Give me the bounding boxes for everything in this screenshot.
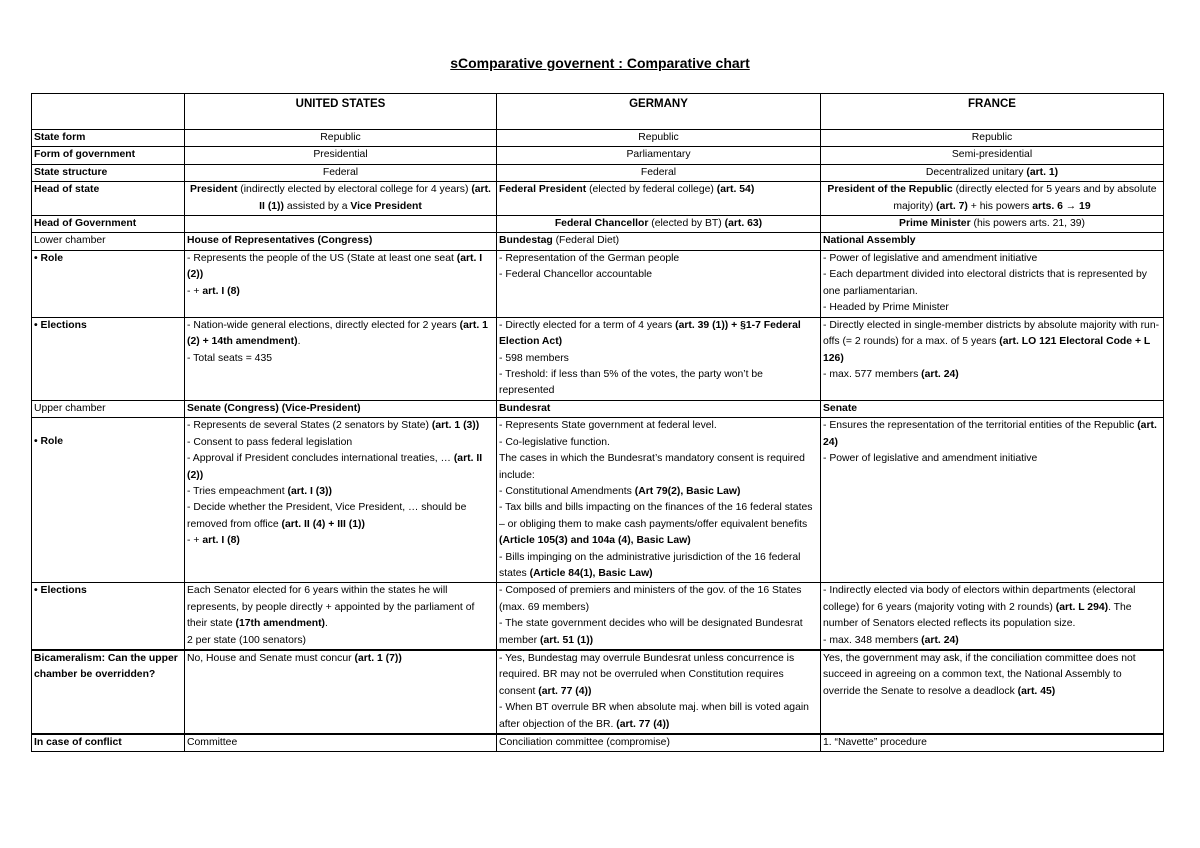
cell-us: President (indirectly elected by electoral college for 4 years) (art. II (1)) assisted by a Vice President bbox=[185, 182, 497, 216]
row-label: • Role bbox=[32, 418, 185, 583]
cell-fr: Senate bbox=[821, 400, 1164, 417]
row-head-of-government bbox=[32, 216, 1164, 233]
cell-us: No, House and Senate must concur (art. 1 (7)) bbox=[185, 650, 497, 734]
cell-fr: President of the Republic (directly elected for 5 years and by absolute majority) (art. 7) + his powers arts. 6 → 19 bbox=[821, 182, 1164, 216]
row-label: • Elections bbox=[32, 583, 185, 650]
row-label: Upper chamber bbox=[32, 400, 185, 417]
cell-de: Republic bbox=[497, 130, 821, 147]
cell-fr: Prime Minister (his powers arts. 21, 39) bbox=[821, 216, 1164, 233]
cell-de: - Yes, Bundestag may overrule Bundesrat unless concurrence is required. BR may not be overruled when Constitution requires consent (art. 77 (4)) - When BT overrule BR when absolute maj. when bill is voted again after objection of the BR. (art. 77 (4)) bbox=[497, 650, 821, 734]
cell-fr: Semi-presidential bbox=[821, 147, 1164, 164]
cell-fr: 1. “Navette” procedure bbox=[821, 734, 1164, 752]
header-row bbox=[32, 94, 1164, 130]
cell-fr: National Assembly bbox=[821, 233, 1164, 250]
cell-us: - Represents the people of the US (State at least one seat (art. I (2)) - + art. I (8) bbox=[185, 250, 497, 317]
cell-de: Federal Chancellor (elected by BT) (art. 63) bbox=[497, 216, 821, 233]
cell-us: - Nation-wide general elections, directly elected for 2 years (art. 1 (2) + 14th amendment). - Total seats = 435 bbox=[185, 317, 497, 400]
cell-de: Bundestag (Federal Diet) bbox=[497, 233, 821, 250]
row-label: • Elections bbox=[32, 317, 185, 400]
header-germany: GERMANY bbox=[497, 94, 821, 130]
cell-de: - Representation of the German people - Federal Chancellor accountable bbox=[497, 250, 821, 317]
cell-us: House of Representatives (Congress) bbox=[185, 233, 497, 250]
cell-de: - Directly elected for a term of 4 years (art. 39 (1)) + §1-7 Federal Election Act) - 598 members - Treshold: if less than 5% of the votes, the party won’t be represented bbox=[497, 317, 821, 400]
row-label: Bicameralism: Can the upper chamber be overridden? bbox=[32, 650, 185, 734]
row-label: In case of conflict bbox=[32, 734, 185, 752]
cell-fr: Republic bbox=[821, 130, 1164, 147]
cell-de: Conciliation committee (compromise) bbox=[497, 734, 821, 752]
cell-de: Federal bbox=[497, 164, 821, 181]
row-state-structure bbox=[32, 164, 1164, 181]
row-upper-elections bbox=[32, 583, 1164, 650]
row-label: Lower chamber bbox=[32, 233, 185, 250]
row-upper-chamber bbox=[32, 400, 1164, 417]
cell-us bbox=[185, 216, 497, 233]
cell-fr: Decentralized unitary (art. 1) bbox=[821, 164, 1164, 181]
row-label: State form bbox=[32, 130, 185, 147]
cell-us: Senate (Congress) (Vice-President) bbox=[185, 400, 497, 417]
row-conflict bbox=[32, 734, 1164, 752]
row-form-of-government bbox=[32, 147, 1164, 164]
row-lower-role bbox=[32, 250, 1164, 317]
cell-de: - Composed of premiers and ministers of the gov. of the 16 States (max. 69 members) - The state government decides who will be designated Bundesrat member (art. 51 (1)) bbox=[497, 583, 821, 650]
cell-de: Parliamentary bbox=[497, 147, 821, 164]
cell-us: Each Senator elected for 6 years within the states he will represents, by people directly + appointed by the parliament of their state (17th amendment). 2 per state (100 senators) bbox=[185, 583, 497, 650]
comparison-table bbox=[31, 93, 1164, 752]
row-label: Head of Government bbox=[32, 216, 185, 233]
row-bicameralism bbox=[32, 650, 1164, 734]
cell-us: Republic bbox=[185, 130, 497, 147]
row-lower-chamber bbox=[32, 233, 1164, 250]
cell-us: Federal bbox=[185, 164, 497, 181]
cell-us: - Represents de several States (2 senators by State) (art. 1 (3)) - Consent to pass federal legislation - Approval if President concludes international treaties, … (art. II (2)) - Tries empeachment (art. I (3)) - Decide whether the President, Vice President, … should be removed from office (art. II (4) + III (1)) - + art. I (8) bbox=[185, 418, 497, 583]
cell-us: Presidential bbox=[185, 147, 497, 164]
cell-fr: - Power of legislative and amendment initiative - Each department divided into electoral districts that is represented by one parliamentarian. - Headed by Prime Minister bbox=[821, 250, 1164, 317]
cell-de: Bundesrat bbox=[497, 400, 821, 417]
cell-de: Federal President (elected by federal college) (art. 54) bbox=[497, 182, 821, 216]
page-title: sComparative governent : Comparative chart bbox=[450, 55, 750, 71]
row-state-form bbox=[32, 130, 1164, 147]
cell-us: Committee bbox=[185, 734, 497, 752]
row-upper-role bbox=[32, 418, 1164, 583]
row-label: • Role bbox=[32, 250, 185, 317]
row-label: State structure bbox=[32, 164, 185, 181]
row-lower-elections bbox=[32, 317, 1164, 400]
row-label: Form of government bbox=[32, 147, 185, 164]
cell-fr: Yes, the government may ask, if the conciliation committee does not succeed in agreeing on a common text, the National Assembly to override the Senate to resolve a deadlock (art. 45) bbox=[821, 650, 1164, 734]
cell-fr: - Directly elected in single-member districts by absolute majority with run-offs (= 2 rounds) for a max. of 5 years (art. LO 121 Electoral Code + L 126) - max. 577 members (art. 24) bbox=[821, 317, 1164, 400]
header-empty bbox=[32, 94, 185, 130]
row-head-of-state bbox=[32, 182, 1164, 216]
header-us: UNITED STATES bbox=[185, 94, 497, 130]
cell-de: - Represents State government at federal level. - Co-legislative function. The cases in which the Bundesrat’s mandatory consent is required include: - Constitutional Amendments (Art 79(2), Basic Law) - Tax bills and bills impacting on the finances of the 16 federal states – or obliging them to make cash payments/offer equivalent benefits (Article 105(3) and 104a (4), Basic Law) - Bills impinging on the administrative jurisdiction of the 16 federal states (Article 84(1), Basic Law) bbox=[497, 418, 821, 583]
row-label: Head of state bbox=[32, 182, 185, 216]
cell-fr: - Ensures the representation of the territorial entities of the Republic (art. 24) - Power of legislative and amendment initiative bbox=[821, 418, 1164, 583]
cell-fr: - Indirectly elected via body of electors within departments (electoral college) for 6 years (majority voting with 2 rounds) (art. L 294). The number of Senators elected reflects its population size. - max. 348 members (art. 24) bbox=[821, 583, 1164, 650]
header-france: FRANCE bbox=[821, 94, 1164, 130]
